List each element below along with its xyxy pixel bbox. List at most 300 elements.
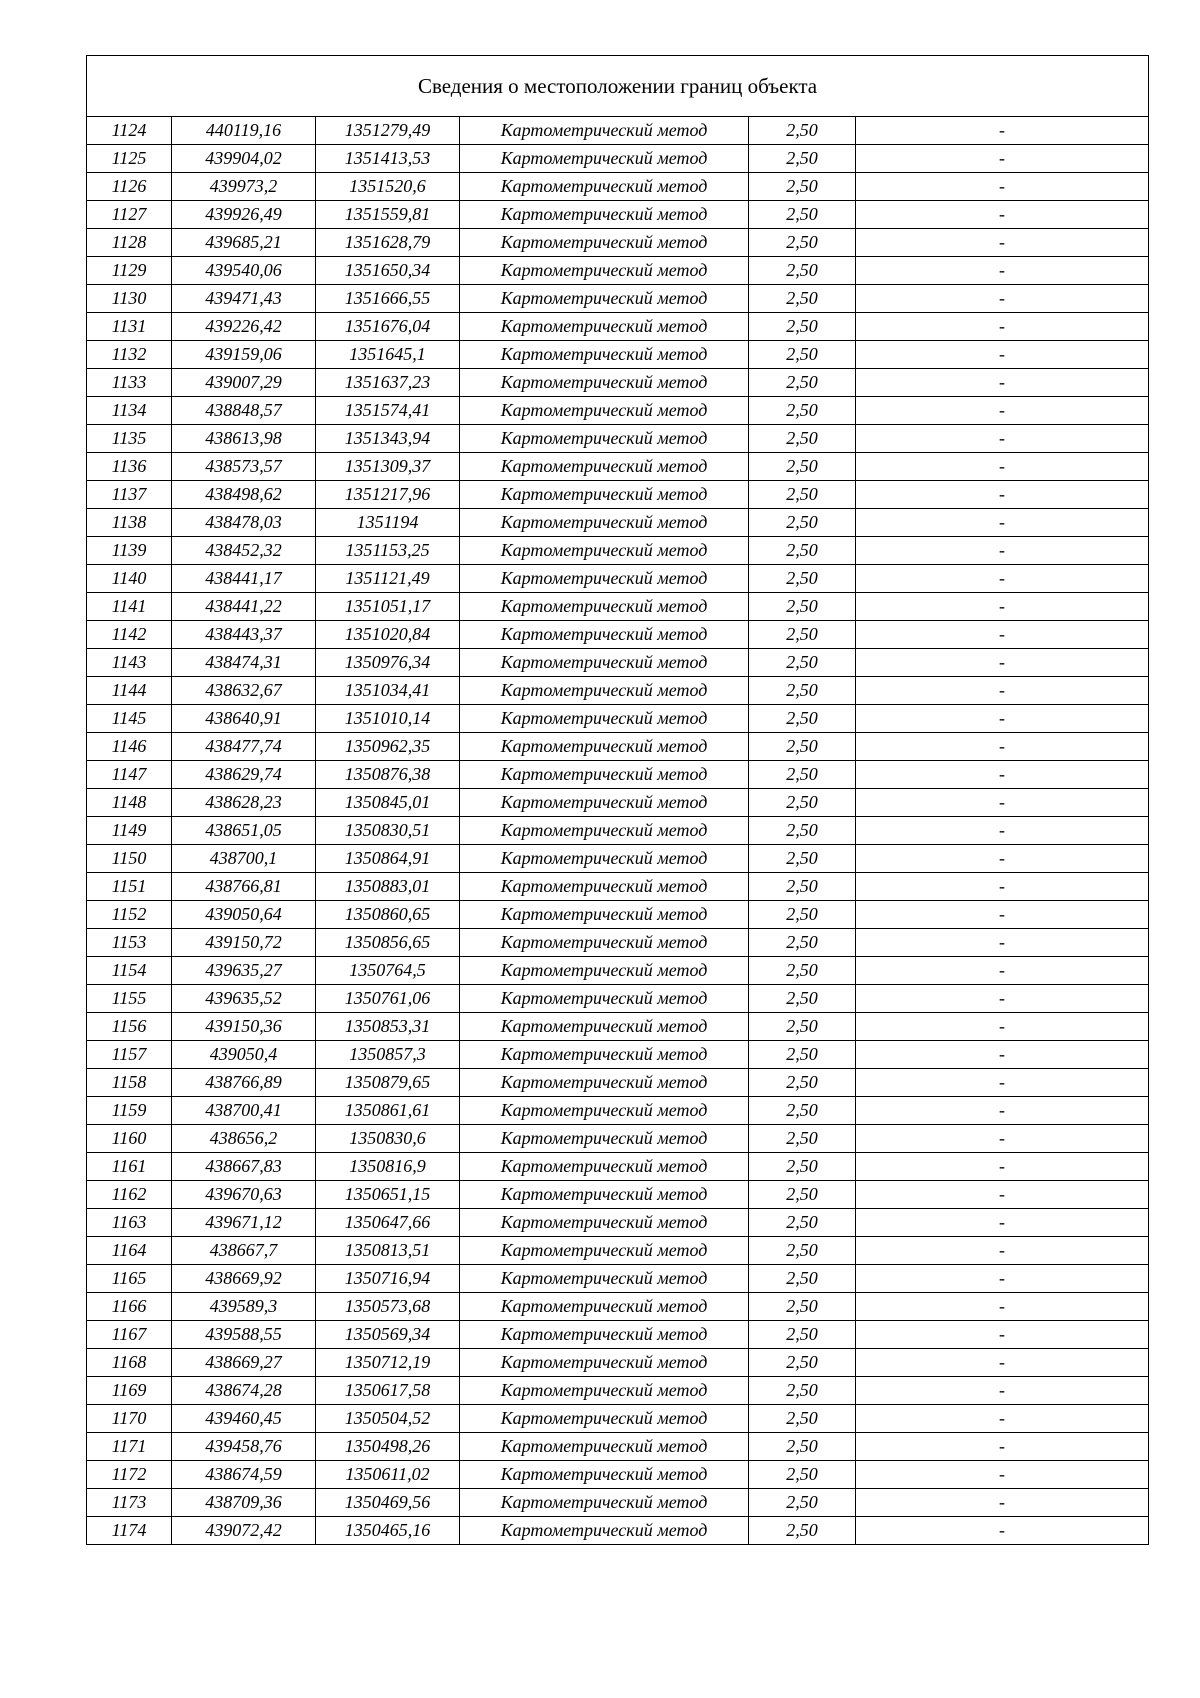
method-cell: Картометрический метод <box>460 313 749 341</box>
point-number-cell: 1157 <box>87 1041 172 1069</box>
accuracy-cell: 2,50 <box>749 1293 856 1321</box>
table-row <box>87 145 1149 173</box>
description-cell: - <box>856 1461 1149 1489</box>
method-cell: Картометрический метод <box>460 1013 749 1041</box>
x-coordinate-cell: 438848,57 <box>172 397 316 425</box>
method-cell: Картометрический метод <box>460 1489 749 1517</box>
method-cell: Картометрический метод <box>460 257 749 285</box>
x-coordinate-cell: 439159,06 <box>172 341 316 369</box>
accuracy-cell: 2,50 <box>749 1181 856 1209</box>
point-number-cell: 1136 <box>87 453 172 481</box>
table-row <box>87 117 1149 145</box>
table-row <box>87 1069 1149 1097</box>
x-coordinate-cell: 439458,76 <box>172 1433 316 1461</box>
description-cell: - <box>856 929 1149 957</box>
accuracy-cell: 2,50 <box>749 845 856 873</box>
method-cell: Картометрический метод <box>460 677 749 705</box>
table-row <box>87 341 1149 369</box>
y-coordinate-cell: 1351574,41 <box>316 397 460 425</box>
accuracy-cell: 2,50 <box>749 1013 856 1041</box>
point-number-cell: 1137 <box>87 481 172 509</box>
accuracy-cell: 2,50 <box>749 929 856 957</box>
point-number-cell: 1135 <box>87 425 172 453</box>
description-cell: - <box>856 1377 1149 1405</box>
accuracy-cell: 2,50 <box>749 1041 856 1069</box>
method-cell: Картометрический метод <box>460 369 749 397</box>
boundary-coordinates-table <box>86 55 1149 1545</box>
table-row <box>87 201 1149 229</box>
description-cell: - <box>856 1237 1149 1265</box>
point-number-cell: 1150 <box>87 845 172 873</box>
point-number-cell: 1152 <box>87 901 172 929</box>
y-coordinate-cell: 1351309,37 <box>316 453 460 481</box>
method-cell: Картометрический метод <box>460 117 749 145</box>
table-row <box>87 1405 1149 1433</box>
accuracy-cell: 2,50 <box>749 145 856 173</box>
method-cell: Картометрический метод <box>460 1461 749 1489</box>
y-coordinate-cell: 1350569,34 <box>316 1321 460 1349</box>
y-coordinate-cell: 1350712,19 <box>316 1349 460 1377</box>
description-cell: - <box>856 537 1149 565</box>
x-coordinate-cell: 439226,42 <box>172 313 316 341</box>
x-coordinate-cell: 438674,28 <box>172 1377 316 1405</box>
y-coordinate-cell: 1350860,65 <box>316 901 460 929</box>
table-row <box>87 677 1149 705</box>
accuracy-cell: 2,50 <box>749 1125 856 1153</box>
point-number-cell: 1153 <box>87 929 172 957</box>
accuracy-cell: 2,50 <box>749 1153 856 1181</box>
y-coordinate-cell: 1351520,6 <box>316 173 460 201</box>
method-cell: Картометрический метод <box>460 789 749 817</box>
x-coordinate-cell: 438573,57 <box>172 453 316 481</box>
method-cell: Картометрический метод <box>460 817 749 845</box>
accuracy-cell: 2,50 <box>749 593 856 621</box>
point-number-cell: 1170 <box>87 1405 172 1433</box>
x-coordinate-cell: 439471,43 <box>172 285 316 313</box>
point-number-cell: 1162 <box>87 1181 172 1209</box>
method-cell: Картометрический метод <box>460 145 749 173</box>
accuracy-cell: 2,50 <box>749 1405 856 1433</box>
table-row <box>87 313 1149 341</box>
accuracy-cell: 2,50 <box>749 173 856 201</box>
y-coordinate-cell: 1350504,52 <box>316 1405 460 1433</box>
method-cell: Картометрический метод <box>460 1069 749 1097</box>
table-row <box>87 985 1149 1013</box>
y-coordinate-cell: 1351650,34 <box>316 257 460 285</box>
point-number-cell: 1127 <box>87 201 172 229</box>
description-cell: - <box>856 201 1149 229</box>
y-coordinate-cell: 1350716,94 <box>316 1265 460 1293</box>
x-coordinate-cell: 438766,81 <box>172 873 316 901</box>
method-cell: Картометрический метод <box>460 1517 749 1545</box>
table-row <box>87 453 1149 481</box>
description-cell: - <box>856 453 1149 481</box>
table-row <box>87 425 1149 453</box>
y-coordinate-cell: 1351343,94 <box>316 425 460 453</box>
accuracy-cell: 2,50 <box>749 733 856 761</box>
x-coordinate-cell: 438628,23 <box>172 789 316 817</box>
description-cell: - <box>856 901 1149 929</box>
accuracy-cell: 2,50 <box>749 1097 856 1125</box>
description-cell: - <box>856 1293 1149 1321</box>
point-number-cell: 1124 <box>87 117 172 145</box>
point-number-cell: 1132 <box>87 341 172 369</box>
x-coordinate-cell: 439635,27 <box>172 957 316 985</box>
accuracy-cell: 2,50 <box>749 481 856 509</box>
table-row <box>87 873 1149 901</box>
method-cell: Картометрический метод <box>460 1433 749 1461</box>
y-coordinate-cell: 1351051,17 <box>316 593 460 621</box>
description-cell: - <box>856 1349 1149 1377</box>
description-cell: - <box>856 621 1149 649</box>
method-cell: Картометрический метод <box>460 1377 749 1405</box>
table-row <box>87 537 1149 565</box>
y-coordinate-cell: 1350573,68 <box>316 1293 460 1321</box>
description-cell: - <box>856 313 1149 341</box>
y-coordinate-cell: 1351559,81 <box>316 201 460 229</box>
y-coordinate-cell: 1350845,01 <box>316 789 460 817</box>
point-number-cell: 1159 <box>87 1097 172 1125</box>
description-cell: - <box>856 229 1149 257</box>
y-coordinate-cell: 1350465,16 <box>316 1517 460 1545</box>
table-row <box>87 1489 1149 1517</box>
accuracy-cell: 2,50 <box>749 453 856 481</box>
x-coordinate-cell: 438443,37 <box>172 621 316 649</box>
x-coordinate-cell: 439460,45 <box>172 1405 316 1433</box>
x-coordinate-cell: 438700,41 <box>172 1097 316 1125</box>
x-coordinate-cell: 438632,67 <box>172 677 316 705</box>
y-coordinate-cell: 1350611,02 <box>316 1461 460 1489</box>
method-cell: Картометрический метод <box>460 985 749 1013</box>
table-row <box>87 705 1149 733</box>
description-cell: - <box>856 1041 1149 1069</box>
accuracy-cell: 2,50 <box>749 985 856 1013</box>
point-number-cell: 1167 <box>87 1321 172 1349</box>
table-row <box>87 845 1149 873</box>
point-number-cell: 1130 <box>87 285 172 313</box>
y-coordinate-cell: 1351279,49 <box>316 117 460 145</box>
method-cell: Картометрический метод <box>460 1237 749 1265</box>
y-coordinate-cell: 1350469,56 <box>316 1489 460 1517</box>
y-coordinate-cell: 1350883,01 <box>316 873 460 901</box>
table-row <box>87 649 1149 677</box>
point-number-cell: 1161 <box>87 1153 172 1181</box>
point-number-cell: 1129 <box>87 257 172 285</box>
description-cell: - <box>856 565 1149 593</box>
accuracy-cell: 2,50 <box>749 1209 856 1237</box>
table-row <box>87 1517 1149 1545</box>
method-cell: Картометрический метод <box>460 1097 749 1125</box>
accuracy-cell: 2,50 <box>749 817 856 845</box>
y-coordinate-cell: 1351020,84 <box>316 621 460 649</box>
x-coordinate-cell: 438629,74 <box>172 761 316 789</box>
method-cell: Картометрический метод <box>460 453 749 481</box>
x-coordinate-cell: 438441,22 <box>172 593 316 621</box>
table-row <box>87 397 1149 425</box>
point-number-cell: 1144 <box>87 677 172 705</box>
x-coordinate-cell: 439150,36 <box>172 1013 316 1041</box>
method-cell: Картометрический метод <box>460 201 749 229</box>
table-row <box>87 817 1149 845</box>
x-coordinate-cell: 440119,16 <box>172 117 316 145</box>
point-number-cell: 1131 <box>87 313 172 341</box>
x-coordinate-cell: 439671,12 <box>172 1209 316 1237</box>
method-cell: Картометрический метод <box>460 1041 749 1069</box>
table-body <box>87 117 1149 1545</box>
table-row <box>87 593 1149 621</box>
point-number-cell: 1158 <box>87 1069 172 1097</box>
method-cell: Картометрический метод <box>460 845 749 873</box>
y-coordinate-cell: 1350651,15 <box>316 1181 460 1209</box>
table-row <box>87 1433 1149 1461</box>
y-coordinate-cell: 1351153,25 <box>316 537 460 565</box>
y-coordinate-cell: 1350498,26 <box>316 1433 460 1461</box>
x-coordinate-cell: 438441,17 <box>172 565 316 593</box>
y-coordinate-cell: 1350764,5 <box>316 957 460 985</box>
x-coordinate-cell: 439050,4 <box>172 1041 316 1069</box>
description-cell: - <box>856 1153 1149 1181</box>
y-coordinate-cell: 1351034,41 <box>316 677 460 705</box>
y-coordinate-cell: 1350761,06 <box>316 985 460 1013</box>
x-coordinate-cell: 438640,91 <box>172 705 316 733</box>
accuracy-cell: 2,50 <box>749 1321 856 1349</box>
point-number-cell: 1151 <box>87 873 172 901</box>
method-cell: Картометрический метод <box>460 1349 749 1377</box>
description-cell: - <box>856 1209 1149 1237</box>
accuracy-cell: 2,50 <box>749 313 856 341</box>
accuracy-cell: 2,50 <box>749 1461 856 1489</box>
x-coordinate-cell: 438452,32 <box>172 537 316 565</box>
table-row <box>87 1153 1149 1181</box>
method-cell: Картометрический метод <box>460 621 749 649</box>
point-number-cell: 1133 <box>87 369 172 397</box>
point-number-cell: 1174 <box>87 1517 172 1545</box>
y-coordinate-cell: 1350879,65 <box>316 1069 460 1097</box>
x-coordinate-cell: 439635,52 <box>172 985 316 1013</box>
description-cell: - <box>856 1181 1149 1209</box>
point-number-cell: 1134 <box>87 397 172 425</box>
description-cell: - <box>856 173 1149 201</box>
description-cell: - <box>856 341 1149 369</box>
x-coordinate-cell: 438613,98 <box>172 425 316 453</box>
method-cell: Картометрический метод <box>460 1405 749 1433</box>
table-row <box>87 229 1149 257</box>
description-cell: - <box>856 873 1149 901</box>
accuracy-cell: 2,50 <box>749 705 856 733</box>
accuracy-cell: 2,50 <box>749 1377 856 1405</box>
point-number-cell: 1156 <box>87 1013 172 1041</box>
x-coordinate-cell: 438669,27 <box>172 1349 316 1377</box>
accuracy-cell: 2,50 <box>749 117 856 145</box>
method-cell: Картометрический метод <box>460 705 749 733</box>
y-coordinate-cell: 1350813,51 <box>316 1237 460 1265</box>
y-coordinate-cell: 1351645,1 <box>316 341 460 369</box>
method-cell: Картометрический метод <box>460 733 749 761</box>
method-cell: Картометрический метод <box>460 1265 749 1293</box>
description-cell: - <box>856 957 1149 985</box>
x-coordinate-cell: 438766,89 <box>172 1069 316 1097</box>
description-cell: - <box>856 425 1149 453</box>
accuracy-cell: 2,50 <box>749 789 856 817</box>
description-cell: - <box>856 285 1149 313</box>
y-coordinate-cell: 1351637,23 <box>316 369 460 397</box>
x-coordinate-cell: 438477,74 <box>172 733 316 761</box>
point-number-cell: 1140 <box>87 565 172 593</box>
x-coordinate-cell: 439540,06 <box>172 257 316 285</box>
x-coordinate-cell: 438478,03 <box>172 509 316 537</box>
x-coordinate-cell: 438498,62 <box>172 481 316 509</box>
x-coordinate-cell: 439670,63 <box>172 1181 316 1209</box>
point-number-cell: 1166 <box>87 1293 172 1321</box>
description-cell: - <box>856 369 1149 397</box>
method-cell: Картометрический метод <box>460 537 749 565</box>
y-coordinate-cell: 1351666,55 <box>316 285 460 313</box>
point-number-cell: 1149 <box>87 817 172 845</box>
x-coordinate-cell: 438667,7 <box>172 1237 316 1265</box>
description-cell: - <box>856 677 1149 705</box>
x-coordinate-cell: 438667,83 <box>172 1153 316 1181</box>
point-number-cell: 1146 <box>87 733 172 761</box>
point-number-cell: 1169 <box>87 1377 172 1405</box>
method-cell: Картометрический метод <box>460 481 749 509</box>
accuracy-cell: 2,50 <box>749 761 856 789</box>
description-cell: - <box>856 257 1149 285</box>
method-cell: Картометрический метод <box>460 1181 749 1209</box>
method-cell: Картометрический метод <box>460 1321 749 1349</box>
x-coordinate-cell: 439072,42 <box>172 1517 316 1545</box>
y-coordinate-cell: 1351217,96 <box>316 481 460 509</box>
description-cell: - <box>856 1097 1149 1125</box>
x-coordinate-cell: 439050,64 <box>172 901 316 929</box>
description-cell: - <box>856 1433 1149 1461</box>
x-coordinate-cell: 439973,2 <box>172 173 316 201</box>
x-coordinate-cell: 438651,05 <box>172 817 316 845</box>
point-number-cell: 1125 <box>87 145 172 173</box>
description-cell: - <box>856 1489 1149 1517</box>
table-row <box>87 929 1149 957</box>
point-number-cell: 1171 <box>87 1433 172 1461</box>
table-row <box>87 1293 1149 1321</box>
description-cell: - <box>856 481 1149 509</box>
table-row <box>87 1321 1149 1349</box>
description-cell: - <box>856 985 1149 1013</box>
method-cell: Картометрический метод <box>460 873 749 901</box>
accuracy-cell: 2,50 <box>749 1265 856 1293</box>
point-number-cell: 1148 <box>87 789 172 817</box>
accuracy-cell: 2,50 <box>749 1433 856 1461</box>
point-number-cell: 1154 <box>87 957 172 985</box>
table-row <box>87 1209 1149 1237</box>
method-cell: Картометрический метод <box>460 229 749 257</box>
point-number-cell: 1163 <box>87 1209 172 1237</box>
accuracy-cell: 2,50 <box>749 649 856 677</box>
point-number-cell: 1141 <box>87 593 172 621</box>
x-coordinate-cell: 439588,55 <box>172 1321 316 1349</box>
point-number-cell: 1128 <box>87 229 172 257</box>
y-coordinate-cell: 1350976,34 <box>316 649 460 677</box>
point-number-cell: 1168 <box>87 1349 172 1377</box>
y-coordinate-cell: 1350816,9 <box>316 1153 460 1181</box>
description-cell: - <box>856 733 1149 761</box>
description-cell: - <box>856 1321 1149 1349</box>
table-row <box>87 1041 1149 1069</box>
method-cell: Картометрический метод <box>460 1125 749 1153</box>
accuracy-cell: 2,50 <box>749 677 856 705</box>
point-number-cell: 1139 <box>87 537 172 565</box>
point-number-cell: 1172 <box>87 1461 172 1489</box>
x-coordinate-cell: 439926,49 <box>172 201 316 229</box>
method-cell: Картометрический метод <box>460 649 749 677</box>
accuracy-cell: 2,50 <box>749 285 856 313</box>
accuracy-cell: 2,50 <box>749 397 856 425</box>
y-coordinate-cell: 1351413,53 <box>316 145 460 173</box>
table-row <box>87 957 1149 985</box>
point-number-cell: 1142 <box>87 621 172 649</box>
y-coordinate-cell: 1350876,38 <box>316 761 460 789</box>
description-cell: - <box>856 1013 1149 1041</box>
x-coordinate-cell: 439685,21 <box>172 229 316 257</box>
x-coordinate-cell: 438669,92 <box>172 1265 316 1293</box>
point-number-cell: 1173 <box>87 1489 172 1517</box>
accuracy-cell: 2,50 <box>749 257 856 285</box>
description-cell: - <box>856 649 1149 677</box>
table-row <box>87 1349 1149 1377</box>
y-coordinate-cell: 1350857,3 <box>316 1041 460 1069</box>
description-cell: - <box>856 397 1149 425</box>
x-coordinate-cell: 438709,36 <box>172 1489 316 1517</box>
method-cell: Картометрический метод <box>460 929 749 957</box>
description-cell: - <box>856 1069 1149 1097</box>
method-cell: Картометрический метод <box>460 397 749 425</box>
y-coordinate-cell: 1350647,66 <box>316 1209 460 1237</box>
x-coordinate-cell: 439150,72 <box>172 929 316 957</box>
accuracy-cell: 2,50 <box>749 901 856 929</box>
accuracy-cell: 2,50 <box>749 565 856 593</box>
accuracy-cell: 2,50 <box>749 201 856 229</box>
description-cell: - <box>856 705 1149 733</box>
table-row <box>87 733 1149 761</box>
y-coordinate-cell: 1350962,35 <box>316 733 460 761</box>
method-cell: Картометрический метод <box>460 1209 749 1237</box>
point-number-cell: 1164 <box>87 1237 172 1265</box>
description-cell: - <box>856 845 1149 873</box>
table-row <box>87 1377 1149 1405</box>
x-coordinate-cell: 438656,2 <box>172 1125 316 1153</box>
table-row <box>87 621 1149 649</box>
y-coordinate-cell: 1350861,61 <box>316 1097 460 1125</box>
x-coordinate-cell: 438700,1 <box>172 845 316 873</box>
y-coordinate-cell: 1350830,6 <box>316 1125 460 1153</box>
accuracy-cell: 2,50 <box>749 873 856 901</box>
description-cell: - <box>856 761 1149 789</box>
method-cell: Картометрический метод <box>460 593 749 621</box>
point-number-cell: 1143 <box>87 649 172 677</box>
y-coordinate-cell: 1350830,51 <box>316 817 460 845</box>
table-title: Сведения о местоположении границ объекта <box>87 56 1149 117</box>
point-number-cell: 1126 <box>87 173 172 201</box>
accuracy-cell: 2,50 <box>749 1069 856 1097</box>
table-row <box>87 789 1149 817</box>
y-coordinate-cell: 1351676,04 <box>316 313 460 341</box>
table-row <box>87 1181 1149 1209</box>
accuracy-cell: 2,50 <box>749 1517 856 1545</box>
accuracy-cell: 2,50 <box>749 1489 856 1517</box>
table-row <box>87 481 1149 509</box>
table-row <box>87 901 1149 929</box>
method-cell: Картометрический метод <box>460 957 749 985</box>
point-number-cell: 1165 <box>87 1265 172 1293</box>
table-row <box>87 369 1149 397</box>
